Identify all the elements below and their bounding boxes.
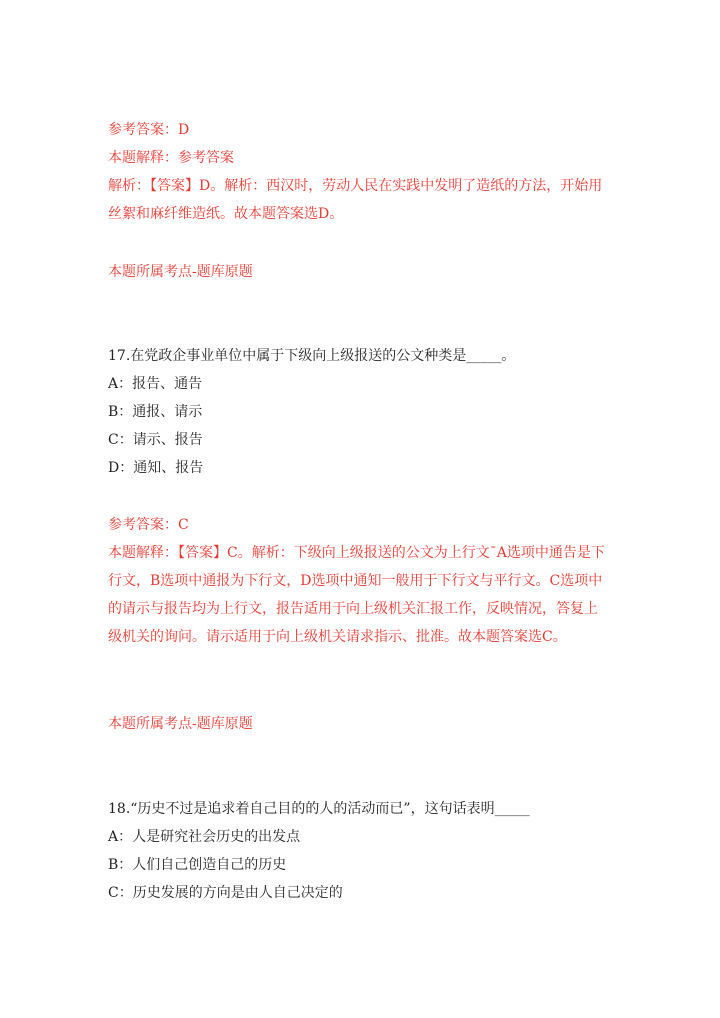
q17-source: 本题所属考点-题库原题 — [108, 716, 253, 732]
q16-analysis: 解析：【答案】D。解析：西汉时，劳动人民在实践中发明了造纸的方法，开始用丝絮和麻纤维造纸。故本题答案选D。 — [108, 178, 603, 222]
q16-ref-answer: 参考答案：D — [108, 122, 190, 138]
q17-question: 17.在党政企事业单位中属于下级向上级报送的公文种类是_____。 — [108, 348, 516, 364]
q17-ref-answer: 参考答案：C — [108, 517, 189, 533]
q18-option-b: B：人们自己创造自己的历史 — [108, 857, 287, 873]
q17-option-b: B：通报、请示 — [108, 404, 203, 420]
q18-option-a: A：人是研究社会历史的出发点 — [108, 829, 301, 845]
q18-option-c: C：历史发展的方向是由人自己决定的 — [108, 885, 343, 901]
q16-explain-label: 本题解释：参考答案 — [108, 150, 234, 166]
q17-option-c: C：请示、报告 — [108, 432, 203, 448]
q17-explanation: 本题解释：【答案】C。解析：下级向上级报送的公文为上行文ˉA选项中通告是下行文，B选项中通报为下行文，D选项中通知一般用于下行文与平行文。C选项中的请示与报告均为上行文，报告适用于向上级机关汇报工作，反映情况，答复上级机关的询问。请示适用于向上级机关请求指示、批准。故本题答案选C。 — [108, 545, 605, 645]
q16-source: 本题所属考点-题库原题 — [108, 264, 253, 280]
q18-question: 18.“历史不过是追求着自己目的的人的活动而已”，这句话表明_____ — [108, 801, 530, 817]
q17-option-a: A：报告、通告 — [108, 376, 203, 392]
q17-option-d: D：通知、报告 — [108, 460, 204, 476]
